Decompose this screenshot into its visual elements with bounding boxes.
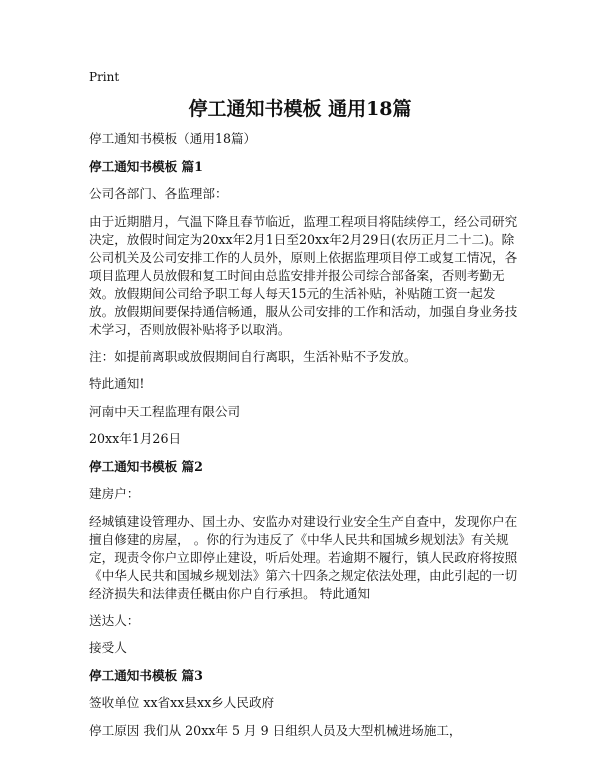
- note-paragraph: 注：如提前离职或放假期间自行离职，生活补贴不予发放。: [89, 348, 417, 364]
- salutation-1: 公司各部门、各监理部：: [89, 186, 228, 201]
- date-text: 20xx年1月26日: [89, 431, 182, 446]
- print-label: Print: [89, 70, 120, 84]
- body-paragraph-2: 经城镇建设管理办、国土办、安监办对建设行业安全生产自查中，发现你户在 擅自修建的房屋， 。你的行为违反了《中华人民共和国城乡规划法》有关规定，现责令你户立即停止建设，听后处理。若逾期不履行，镇人民政府将按照《中华人民共和国城乡规划法》第六十四条之规定依法处理，由此引起的一切经济损失和法律责任概由你户自行承担。 特此通知: [89, 513, 518, 601]
- body-paragraph-1: 由于近期腊月，气温下降且春节临近，监理工程项目将陆续停工，经公司研究决定，放假时间定为20xx年2月1日至20xx年2月29日(农历正月二十二)。除公司机关及公司安排工作的人员外，原则上依据监理项目停工或复工情况，各项目监理人员放假和复工时间由总监安排并报公司综合部备案，否则考勤无效。放假期间公司给予职工每人每天15元的生活补贴，补贴随工资一起发放。放假期间要保持通信畅通，服从公司安排的工作和活动，加强自身业务技术学习，否则放假补贴将予以取消。: [89, 213, 518, 337]
- doc-subtitle: 停工通知书模板（通用18篇）: [89, 131, 257, 146]
- section-heading-3: 停工通知书模板 篇3: [89, 667, 203, 683]
- receiver-person: 接受人: [89, 640, 127, 655]
- salutation-2: 建房户：: [89, 486, 140, 501]
- company-name: 河南中天工程监理有限公司: [89, 403, 241, 419]
- stop-reason: 停工原因 我们从 20xx年 5 月 9 日组织人员及大型机械进场施工，: [89, 722, 462, 738]
- delivery-person: 送达人：: [89, 612, 140, 628]
- sign-unit: 签收单位 xx省xx县xx乡人民政府: [89, 695, 275, 710]
- closing-text-1: 特此通知!: [89, 376, 145, 391]
- page-title: 停工通知书模板 通用18篇: [188, 98, 412, 120]
- document-body: [89, 130, 519, 749]
- section-heading-2: 停工通知书模板 篇2: [89, 458, 203, 474]
- section-heading-1: 停工通知书模板 篇1: [89, 158, 203, 174]
